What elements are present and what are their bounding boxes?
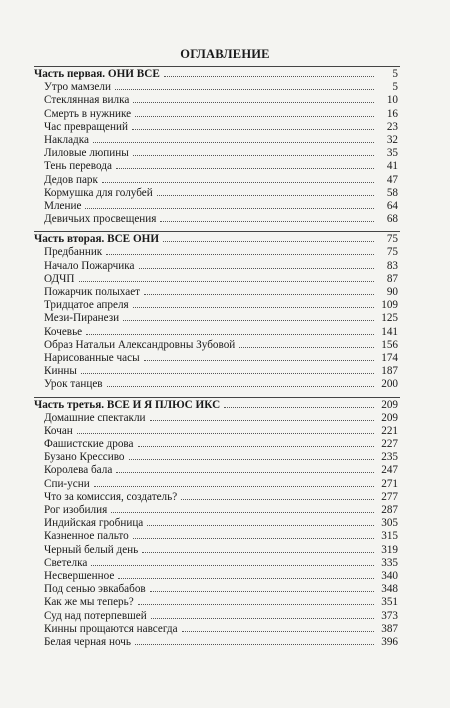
toc-chapter <box>34 94 400 107</box>
dot-leader <box>151 618 374 619</box>
toc-chapter-page-number: 315 <box>381 530 398 543</box>
toc-chapter-title: Урок танцев <box>44 378 103 391</box>
toc-part <box>34 399 400 412</box>
toc-chapter-title: Мези-Пиранези <box>44 312 120 325</box>
toc-chapter-page-number: 58 <box>386 186 398 199</box>
toc-chapter <box>34 491 400 504</box>
section-divider <box>34 397 400 398</box>
toc-chapter-title: Начало Пожарчика <box>44 259 135 272</box>
toc-part-title: Часть вторая. ВСЕ ОНИ <box>34 233 160 246</box>
toc-chapter-title: Бузано Крессиво <box>44 451 125 464</box>
toc-chapter-page-number: 174 <box>381 351 398 364</box>
toc-chapter-page-number: 335 <box>381 556 398 569</box>
toc-chapter-title: Предбанник <box>44 246 103 259</box>
dot-leader <box>116 472 374 473</box>
dot-leader <box>133 155 374 156</box>
dot-leader <box>135 116 374 117</box>
toc-chapter-page-number: 227 <box>381 438 398 451</box>
toc-part-page-number: 209 <box>381 398 398 411</box>
toc-chapter-title: Нарисованные часы <box>44 351 140 364</box>
toc-chapter-page-number: 209 <box>381 411 398 424</box>
toc-chapter <box>34 160 400 173</box>
toc-chapter-page-number: 200 <box>381 378 398 391</box>
toc-chapter-page-number: 87 <box>386 272 398 285</box>
toc-chapter-title: Рог изобилия <box>44 504 108 516</box>
dot-leader <box>107 386 374 387</box>
toc-chapter-page-number: 83 <box>386 259 398 272</box>
toc-chapter-page-number: 305 <box>381 517 398 530</box>
toc-chapter <box>34 570 400 583</box>
toc-chapter-page-number: 10 <box>386 94 398 107</box>
dot-leader <box>111 512 374 513</box>
toc-chapter <box>34 438 400 451</box>
toc-chapter-title: Королева бала <box>44 464 113 477</box>
dot-leader <box>91 565 374 566</box>
toc-chapter <box>34 378 400 391</box>
toc-chapter <box>34 299 400 312</box>
dot-leader <box>144 360 374 361</box>
toc-chapter-title: Стеклянная вилка <box>44 94 130 107</box>
toc-chapter-page-number: 351 <box>381 596 398 609</box>
toc-chapter-title: Кинны прощаются навсегда <box>44 622 178 635</box>
toc-chapter-page-number: 187 <box>381 365 398 378</box>
dot-leader <box>79 281 374 282</box>
toc-chapter-page-number: 32 <box>386 133 398 146</box>
dot-leader <box>118 578 374 579</box>
toc-chapter-page-number: 16 <box>386 107 398 120</box>
dot-leader <box>93 142 374 143</box>
toc-part-page-number: 5 <box>392 68 398 80</box>
dot-leader <box>102 182 374 183</box>
toc-chapter <box>34 464 400 477</box>
toc-chapter <box>34 517 400 530</box>
toc-chapter <box>34 326 400 339</box>
toc-chapter <box>34 610 400 623</box>
toc-chapter-title: Пожарчик полыхает <box>44 286 141 298</box>
toc-chapter-page-number: 125 <box>381 312 398 325</box>
toc-part-page-number: 75 <box>386 233 398 246</box>
toc-part-section <box>34 66 400 226</box>
toc-chapter <box>34 286 400 299</box>
dot-leader <box>129 459 374 460</box>
toc-chapter-page-number: 396 <box>381 635 398 648</box>
toc-chapter-title: Кормушка для голубей <box>44 186 153 199</box>
dot-leader <box>150 591 374 592</box>
dot-leader <box>106 254 374 255</box>
toc-chapter-title: Накладка <box>44 133 89 146</box>
toc-chapter-title: Фашистские дрова <box>44 438 134 451</box>
toc-chapter <box>34 187 400 200</box>
toc-chapter <box>34 273 400 286</box>
toc-chapter-page-number: 235 <box>381 451 398 464</box>
toc-chapter-title: Казненное пальто <box>44 530 129 543</box>
dot-leader <box>239 347 374 348</box>
toc-chapter-page-number: 35 <box>386 147 398 160</box>
toc-chapter-title: Индийская гробница <box>44 517 144 530</box>
toc-chapter-title: Мление <box>44 199 82 212</box>
toc-chapter-page-number: 109 <box>381 299 398 312</box>
dot-leader <box>133 102 374 103</box>
section-divider <box>34 66 400 67</box>
dot-leader <box>94 486 374 487</box>
dot-leader <box>139 268 374 269</box>
dot-leader <box>163 241 374 242</box>
toc-chapter <box>34 260 400 273</box>
toc-chapter-title: Лиловые люпины <box>44 147 129 160</box>
toc-chapter-page-number: 90 <box>386 286 398 298</box>
toc-chapter <box>34 583 400 596</box>
page-title: ОГЛАВЛЕНИЕ <box>180 47 270 61</box>
table-of-contents <box>34 66 400 654</box>
dot-leader <box>160 221 374 222</box>
dot-leader <box>132 129 374 130</box>
toc-chapter-title: Девичьих просвещения <box>44 213 157 226</box>
toc-part <box>34 68 400 81</box>
toc-chapter-page-number: 47 <box>386 173 398 186</box>
dot-leader <box>77 433 374 434</box>
dot-leader <box>123 320 374 321</box>
dot-leader <box>150 420 374 421</box>
dot-leader <box>224 407 374 408</box>
dot-leader <box>115 89 374 90</box>
toc-chapter-title: Дедов парк <box>44 173 98 186</box>
toc-chapter-title: Домашние спектакли <box>44 411 146 424</box>
toc-chapter <box>34 200 400 213</box>
toc-chapter-title: Утро мамзели <box>44 81 111 94</box>
toc-chapter-page-number: 64 <box>386 199 398 212</box>
dot-leader <box>144 294 374 295</box>
toc-part <box>34 233 400 246</box>
toc-chapter <box>34 636 400 649</box>
toc-chapter <box>34 352 400 365</box>
toc-chapter-title: Черный белый день <box>44 543 139 556</box>
toc-chapter <box>34 81 400 94</box>
toc-chapter-title: Образ Натальи Александровны Зубовой <box>44 338 236 351</box>
toc-chapter-title: ОДЧП <box>44 272 75 285</box>
toc-chapter <box>34 451 400 464</box>
toc-chapter <box>34 134 400 147</box>
toc-chapter-page-number: 221 <box>381 424 398 437</box>
toc-chapter <box>34 557 400 570</box>
toc-chapter-title: Белая черная ночь <box>44 635 131 648</box>
section-divider <box>34 231 400 232</box>
toc-chapter-title: Тридцатое апреля <box>44 299 129 312</box>
toc-chapter-title: Как же мы теперь? <box>44 596 134 609</box>
toc-chapter-title: Кочевье <box>44 325 83 338</box>
toc-chapter-page-number: 156 <box>381 338 398 351</box>
toc-chapter <box>34 246 400 259</box>
toc-chapter-title: Кинны <box>44 365 77 378</box>
toc-chapter-page-number: 141 <box>381 325 398 338</box>
toc-chapter-page-number: 23 <box>386 120 398 133</box>
toc-chapter-title: Под сенью эвкабабов <box>44 583 146 596</box>
dot-leader <box>182 631 374 632</box>
toc-chapter-title: Светелка <box>44 556 88 569</box>
toc-chapter <box>34 425 400 438</box>
dot-leader <box>133 307 374 308</box>
dot-leader <box>157 195 374 196</box>
dot-leader <box>86 334 374 335</box>
toc-chapter <box>34 213 400 226</box>
toc-chapter-title: Час превращений <box>44 120 128 133</box>
toc-chapter <box>34 312 400 325</box>
toc-chapter-page-number: 387 <box>381 622 398 635</box>
toc-part-section <box>34 231 400 391</box>
toc-chapter-title: Что за комиссия, создатель? <box>44 490 178 503</box>
toc-chapter-title: Тень перевода <box>44 160 112 173</box>
toc-chapter <box>34 504 400 517</box>
toc-chapter <box>34 596 400 609</box>
dot-leader <box>116 168 374 169</box>
toc-chapter <box>34 412 400 425</box>
toc-chapter-title: Несвершенное <box>44 569 115 582</box>
dot-leader <box>138 604 374 605</box>
dot-leader <box>133 538 374 539</box>
dot-leader <box>138 446 374 447</box>
dot-leader <box>142 552 374 553</box>
toc-chapter-title: Суд над потерпевшей <box>44 609 147 622</box>
toc-chapter-page-number: 319 <box>381 543 398 556</box>
toc-chapter <box>34 478 400 491</box>
toc-part-title: Часть первая. ОНИ ВСЕ <box>34 68 160 80</box>
toc-chapter-page-number: 5 <box>392 81 398 94</box>
toc-chapter <box>34 530 400 543</box>
toc-chapter <box>34 365 400 378</box>
toc-chapter-page-number: 41 <box>386 160 398 173</box>
toc-chapter <box>34 108 400 121</box>
toc-chapter-page-number: 68 <box>386 213 398 226</box>
toc-chapter <box>34 121 400 134</box>
toc-chapter-page-number: 277 <box>381 490 398 503</box>
toc-part-section <box>34 397 400 650</box>
toc-chapter <box>34 174 400 187</box>
toc-chapter <box>34 147 400 160</box>
toc-chapter-page-number: 340 <box>381 569 398 582</box>
toc-chapter-title: Смерть в нужнике <box>44 107 132 120</box>
toc-part-title: Часть третья. ВСЕ И Я ПЛЮС ИКС <box>34 398 221 411</box>
toc-chapter-title: Спи-усни <box>44 477 90 490</box>
dot-leader <box>147 525 374 526</box>
toc-chapter-title: Кочан <box>44 424 73 437</box>
toc-chapter-page-number: 247 <box>381 464 398 477</box>
toc-chapter-page-number: 287 <box>381 504 398 516</box>
toc-chapter-page-number: 373 <box>381 609 398 622</box>
dot-leader <box>181 499 374 500</box>
dot-leader <box>85 208 374 209</box>
toc-chapter-page-number: 348 <box>381 583 398 596</box>
toc-chapter <box>34 623 400 636</box>
dot-leader <box>81 373 374 374</box>
dot-leader <box>135 644 374 645</box>
dot-leader <box>164 76 374 77</box>
toc-chapter-page-number: 271 <box>381 477 398 490</box>
toc-chapter-page-number: 75 <box>386 246 398 259</box>
toc-chapter <box>34 544 400 557</box>
toc-chapter <box>34 339 400 352</box>
